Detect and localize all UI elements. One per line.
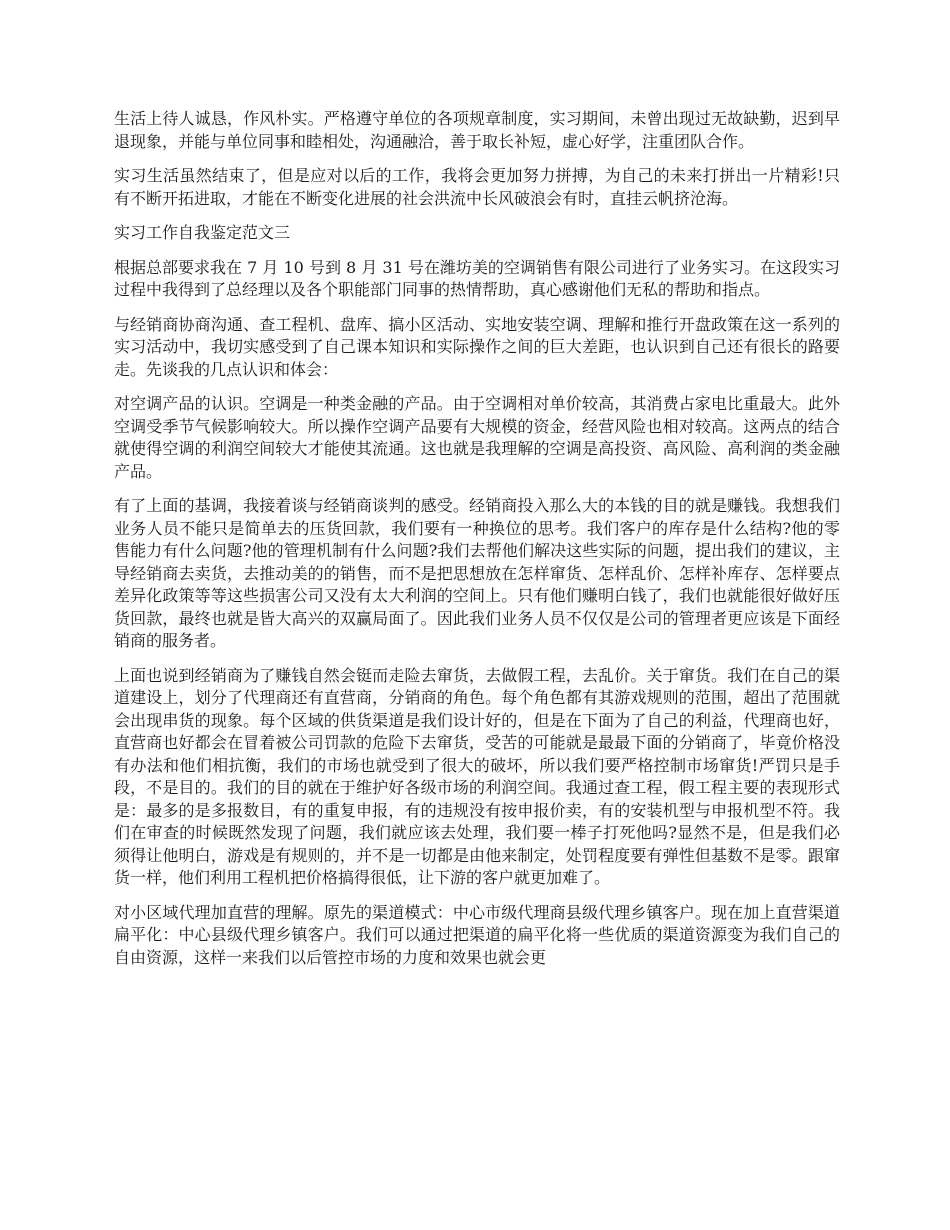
paragraph-future-outlook: 实习生活虽然结束了，但是应对以后的工作，我将会更加努力拼搏，为自己的未来打拼出一片精彩!只有不断开拓进取，才能在不断变化进展的社会洪流中长风破浪会有时，直挂云帆挤沧海。	[114, 166, 840, 208]
paragraph-internship-intro: 根据总部要求我在 7 月 10 号到 8 月 31 号在潍坊美的空调销售有限公司进行了业务实习。在这段实习过程中我得到了总经理以及各个职能部门同事的热情帮助，真心感谢他们无私的帮助和指点。	[114, 257, 840, 299]
paragraph-dealer-negotiation: 有了上面的基调，我接着谈与经销商谈判的感受。经销商投入那么大的本钱的目的就是赚钱。我想我们业务人员不能只是简单去的压货回款，我们要有一种换位的思考。我们客户的库存是什么结构?他的零售能力有什么问题?他的管理机制有什么问题?我们去帮他们解决这些实际的问题，提出我们的建议，主导经销商去卖货，去推动美的的销售，而不是把思想放在怎样窜货、怎样乱价、怎样补库存、怎样要点差异化政策等等这些损害公司又没有太大利润的空间上。只有他们赚明白钱了，我们也就能很好做好压货回款，最终也就是皆大高兴的双赢局面了。因此我们业务人员不仅仅是公司的管理者更应该是下面经销商的服务者。	[114, 496, 840, 650]
paragraph-channel-model: 对小区域代理加直营的理解。原先的渠道模式：中心市级代理商县级代理乡镇客户。现在加上直营渠道扁平化：中心县级代理乡镇客户。我们可以通过把渠道的扁平化将一些优质的渠道资源变为我们自己的自由资源，这样一来我们以后管控市场的力度和效果也就会更	[114, 902, 840, 967]
section-heading: 实习工作自我鉴定范文三	[114, 223, 291, 242]
document-body	[114, 108, 840, 981]
paragraph-product-understanding: 对空调产品的认识。空调是一种类金融的产品。由于空调相对单价较高，其消费占家电比重最大。此外空调受季节气候影响较大。所以操作空调产品要有大规模的资金，经营风险也相对较高。这两点的结合就使得空调的利润空间较大才能使其流通。这也就是我理解的空调是高投资、高风险、高利润的类金融产品。	[114, 394, 840, 481]
paragraph-cross-selling: 上面也说到经销商为了赚钱自然会铤而走险去窜货，去做假工程，去乱价。关于窜货。我们在自己的渠道建设上，划分了代理商还有直营商，分销商的角色。每个角色都有其游戏规则的范围，超出了范围就会出现串货的现象。每个区域的供货渠道是我们设计好的，但是在下面为了自己的利益，代理商也好，直营商也好都会在冒着被公司罚款的危险下去窜货，受苦的可能就是最最下面的分销商了，毕竟价格没有办法和他们相抗衡，我们的市场也就受到了很大的破坏，所以我们要严格控制市场窜货!严罚只是手段，不是目的。我们的目的就在于维护好各级市场的利润空间。我通过查工程，假工程主要的表现形式是：最多的是多报数目，有的重复申报，有的违规没有按申报价卖，有的安装机型与申报机型不符。我们在审查的时候既然发现了问题，我们就应该去处理，我们要一棒子打死他吗?显然不是，但是我们必须得让他明白，游戏是有规则的，并不是一切都是由他来制定，处罚程度要有弹性但基数不是零。跟窜货一样，他们利用工程机把价格搞得很低，让下游的客户就更加难了。	[114, 665, 840, 887]
paragraph-activities: 与经销商协商沟通、查工程机、盘库、搞小区活动、实地安装空调、理解和推行开盘政策在这一系列的实习活动中，我切实感受到了自己课本知识和实际操作之间的巨大差距，也认识到自己还有很长的路要走。先谈我的几点认识和体会：	[114, 314, 840, 379]
paragraph-work-attitude: 生活上待人诚恳，作风朴实。严格遵守单位的各项规章制度，实习期间，未曾出现过无故缺勤，迟到早退现象，并能与单位同事和睦相处，沟通融洽，善于取长补短，虚心好学，注重团队合作。	[114, 109, 840, 151]
